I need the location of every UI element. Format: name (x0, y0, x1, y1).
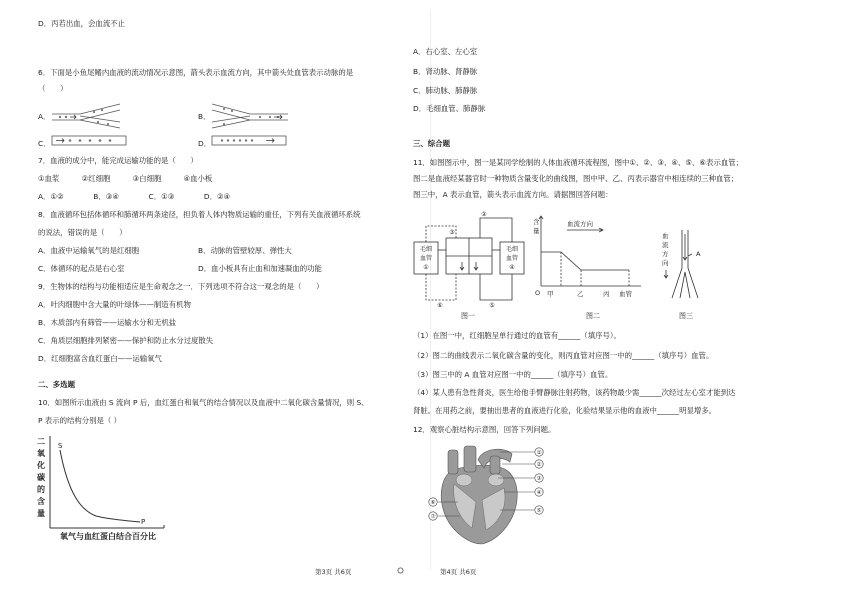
q6-option-b[interactable]: B． (198, 112, 211, 121)
heart-label-1: ① (536, 450, 542, 456)
q9-option-b[interactable]: B．木质部内有筛管——运输水分和无机盐 (38, 318, 177, 327)
fig3-label-char: 血 (662, 232, 669, 240)
graph-ylabel-char: 的 (37, 485, 45, 494)
heart-label-6: ⑥ (430, 500, 436, 506)
graph-xlabel: 氧气与血红蛋白结合百分比 (60, 532, 156, 541)
q10-option-d[interactable]: D．毛细血管、肺静脉 (413, 104, 486, 113)
q8-stem-line2: 的说法，错误的是（ ） (38, 228, 127, 237)
fig2-flow-label: 血流方向 (567, 220, 593, 228)
figure-1-circulation (410, 208, 528, 320)
graph-ylabel-char: 碳 (37, 473, 45, 482)
page-center-marker (397, 567, 404, 576)
section-multiple-choice: 二、多选题 (38, 380, 75, 389)
graph-ylabel-char: 含 (37, 497, 45, 506)
q11-part-2: （2）图二的曲线表示二氧化碳含量的变化，则丙血管对应图一中的______（填序号）血管。 (413, 351, 714, 360)
fig3-label-char: 流 (662, 241, 669, 249)
co2-curve-graph (36, 432, 176, 544)
fig2-x-bing: 丙 (603, 290, 610, 298)
q10-option-c[interactable]: C．肺动脉、肺静脉 (413, 86, 478, 95)
section-comprehensive: 三、综合题 (413, 139, 450, 148)
fig1-right-box-text: ④ (509, 264, 515, 271)
q11-part-3: （3）图三中的 A 血管对应图一中的______（填序号）血管。 (413, 370, 613, 379)
fig1-label-6: ⑥ (437, 302, 443, 309)
figure-3-vessel-branch (660, 226, 720, 320)
q8-option-b[interactable]: B．动脉的管壁较厚、弹性大 (198, 246, 292, 255)
fig2-x-yi: 乙 (577, 290, 584, 298)
q9-option-c[interactable]: C．角质层细胞排列紧密——保护和防止水分过度散失 (38, 336, 214, 345)
fig1-label-3: ③ (449, 229, 455, 236)
q8-option-d[interactable]: D．血小板具有止血和加速凝血的功能 (198, 264, 322, 273)
heart-label-2: ② (536, 462, 542, 468)
fig1-left-box-text: 血管 (419, 255, 433, 262)
footer-right-page-number: 第4页 共6页 (440, 568, 477, 576)
q10-option-a[interactable]: A．右心室、左心室 (413, 47, 478, 56)
q8-stem-line1: 8．血液循环包括体循环和肺循环两条途径，担负着人体内物质运输的重任，下列有关血液循环系统 (38, 210, 361, 219)
fig2-ylabel-char: 量 (533, 227, 540, 235)
q8-option-c[interactable]: C．体循环的起点是右心室 (38, 264, 125, 273)
vessel-diagram-b (210, 100, 290, 132)
fig3-label-a: A (696, 250, 701, 258)
fig3-label-char: 方 (662, 250, 669, 258)
graph-ylabel-char: 氧 (37, 449, 45, 458)
q6-option-a[interactable]: A． (38, 112, 51, 121)
fig2-ylabel-char: 含 (533, 218, 540, 226)
graph-ylabel-char: 量 (37, 509, 45, 518)
q10-stem-line2: P 表示的结构分别是（ ） (38, 416, 122, 425)
heart-label-4: ④ (536, 490, 542, 496)
fig1-right-box-text: 血管 (505, 255, 519, 262)
heart-label-5: ⑤ (536, 508, 542, 514)
q11-part-4-line2: 肾脏。在用药之前，要抽出患者的血液进行化验，化验结果显示他的血液中______明显增多。 (413, 406, 717, 415)
q9-stem: 9．生物体的结构与功能相适应是生命观念之一．下列选项不符合这一观念的是（ ） (38, 282, 324, 291)
q7-items: ①血浆 ②红细胞 ③白细胞 ④血小板 (38, 174, 213, 183)
heart-structure-diagram (420, 440, 560, 550)
fig2-origin: O (535, 289, 541, 297)
fig2-x-jia: 甲 (547, 290, 554, 298)
q7-options[interactable]: A．①② B．③④ C．①③ D．②④ (38, 192, 231, 201)
q6-option-d[interactable]: D． (198, 139, 212, 148)
q9-option-a[interactable]: A．叶肉细胞中含大量的叶绿体——制造有机物 (38, 300, 191, 309)
fig1-left-box-text: ① (423, 264, 429, 271)
q12-stem: 12．观察心脏结构示意图，回答下列问题。 (413, 425, 556, 434)
q11-part-4-line1: （4）某人患有急性肾炎，医生给他手臂静脉注射药物，该药物最少需______次经过左心室才能到达 (413, 388, 736, 397)
q5-option-d: D．丙若出血，会血流不止 (38, 19, 125, 28)
heart-label-7: ⑦ (430, 514, 436, 520)
fig2-caption: 图二 (586, 312, 600, 320)
graph-point-s: S (58, 442, 63, 450)
graph-point-p: P (141, 518, 146, 526)
fig3-caption: 图三 (679, 312, 693, 320)
q9-option-d[interactable]: D．红细胞富含血红蛋白——运输氧气 (38, 354, 162, 363)
q11-part-1: （1）在图一中，红细胞呈单行通过的血管有______（填序号）。 (413, 331, 621, 340)
vessel-diagram-c (50, 133, 130, 149)
footer-left-page-number: 第3页 共6页 (315, 568, 352, 576)
graph-ylabel-char: 二 (37, 437, 45, 446)
q10-option-b[interactable]: B．肾动脉、肾静脉 (413, 67, 478, 76)
fig1-right-box-text: 毛细 (505, 246, 519, 253)
vessel-diagram-a (50, 100, 130, 132)
q6-paren: （ ） (38, 84, 68, 93)
fig2-xlabel: 血管 (619, 290, 632, 298)
vessel-diagram-d (210, 133, 290, 149)
q11-stem-line1: 11．如图图示中，图一是某同学绘制的人体血液循环流程图，图中①、②、③、④、⑤、⑥表示血管； (413, 158, 744, 167)
q11-stem-line3: 图三中，A 表示血管，箭头表示血流方向。请据图回答问题： (413, 190, 613, 199)
figure-2-content-curve (533, 212, 651, 320)
q11-stem-line2: 图二是血液经某器官时一种物质含量变化的曲线图，图中甲、乙、丙表示器官中相连续的三种血管； (413, 174, 739, 183)
q10-stem-line1: 10．如图所示血液由 S 流向 P 后，血红蛋白和氧气的结合情况以及血液中二氧化碳含量情况，则 S、 (38, 398, 369, 407)
q6-option-c[interactable]: C． (38, 139, 51, 148)
q6-stem: 6．下面是小鱼尾鳍内血液的流动情况示意图，箭头表示血流方向，其中箭头处血管表示动脉的是 (38, 68, 354, 77)
graph-ylabel-char: 化 (37, 461, 45, 470)
fig1-label-2: ② (481, 211, 487, 218)
q8-option-a[interactable]: A．血液中运输氧气的是红细胞 (38, 246, 140, 255)
fig1-label-5: ⑤ (489, 302, 495, 309)
q7-stem: 7．血液的成分中，能完成运输功能的是（ ） (38, 156, 198, 165)
fig3-label-char: 向 (662, 259, 669, 267)
heart-label-3: ③ (536, 476, 542, 482)
fig1-left-box-text: 毛细 (419, 246, 433, 253)
fig1-caption: 图一 (461, 312, 475, 320)
